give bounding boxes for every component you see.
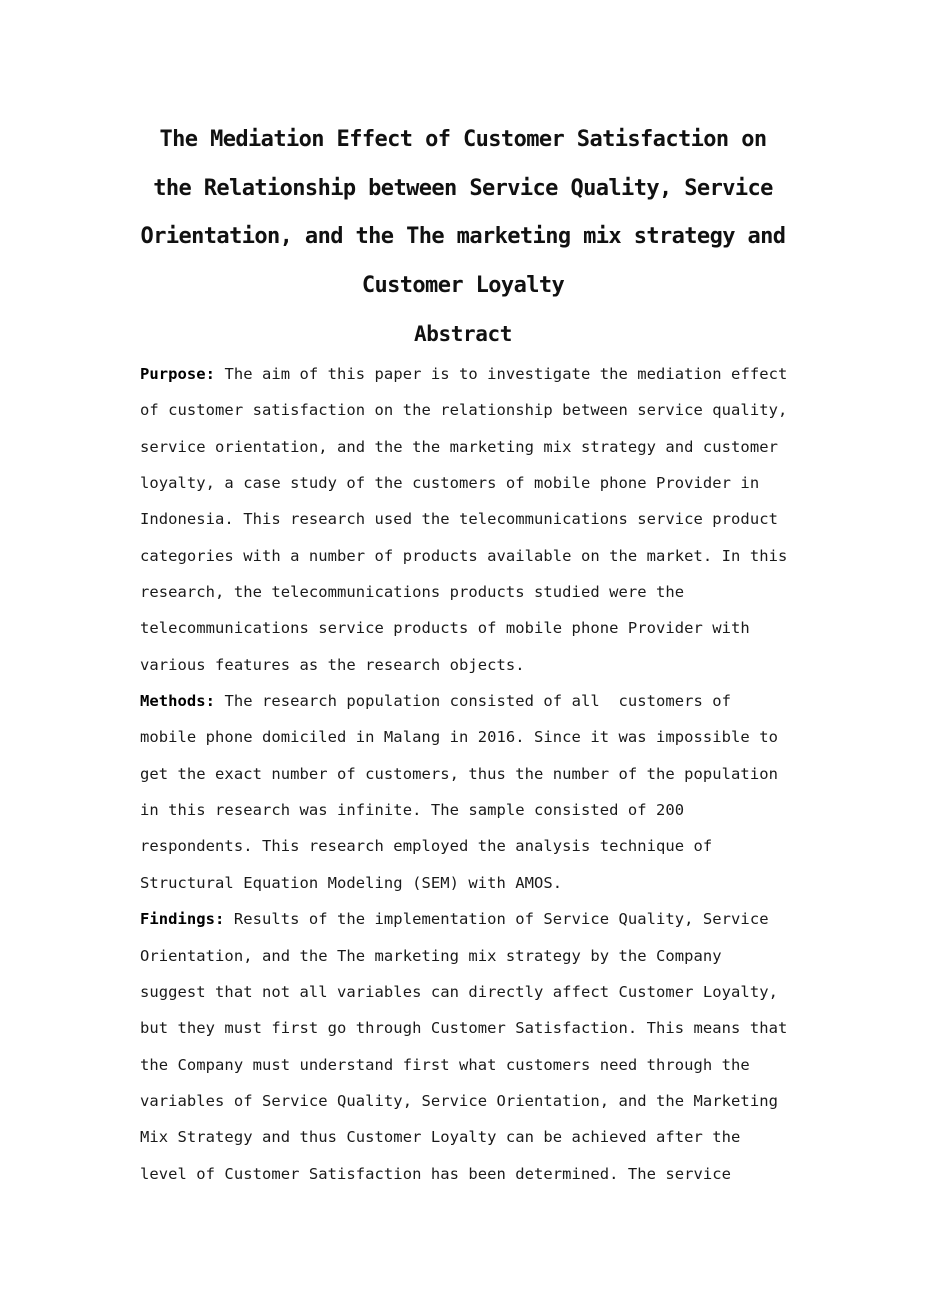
abstract-body	[140, 356, 800, 1192]
title-line-3: Orientation, and the The marketing mix strategy and	[140, 224, 786, 250]
purpose-label: Purpose:	[140, 365, 216, 383]
methods-paragraph-line: get the exact number of customers, thus the number of the population	[140, 764, 778, 783]
findings-paragraph-line: suggest that not all variables can directly affect Customer Loyalty,	[140, 982, 778, 1001]
purpose-paragraph-line: loyalty, a case study of the customers of mobile phone Provider in	[140, 474, 760, 493]
findings-label: Findings:	[140, 910, 225, 929]
purpose-paragraph-line: various features as the research objects.	[140, 655, 525, 674]
findings-paragraph-line: but they must first go through Customer Satisfaction. This means that	[140, 1019, 788, 1038]
findings-paragraph-line: the Company must understand first what customers need through the	[140, 1055, 750, 1074]
purpose-paragraph-line: service orientation, and the the marketing mix strategy and customer	[140, 437, 778, 456]
purpose-paragraph-line	[140, 356, 800, 392]
methods-paragraph-line: in this research was infinite. The sample consisted of 200	[140, 801, 685, 820]
purpose-paragraph-line: research, the telecommunications products studied were the	[140, 583, 685, 602]
paper-title	[100, 116, 826, 359]
findings-text: Results of the implementation of Service Quality, Service	[224, 910, 769, 929]
findings-paragraph-line: level of Customer Satisfaction has been determined. The service	[140, 1164, 732, 1183]
methods-text: The research population consisted of all customers of	[215, 692, 732, 711]
purpose-text: The aim of this paper is to investigate the mediation effect	[215, 365, 788, 383]
methods-paragraph-line: respondents. This research employed the analysis technique of	[140, 837, 713, 856]
methods-paragraph-line: Structural Equation Modeling (SEM) with AMOS.	[140, 873, 563, 892]
purpose-paragraph-line: of customer satisfaction on the relationship between service quality,	[140, 401, 788, 420]
title-line-4: Customer Loyalty	[361, 272, 565, 298]
title-line-1: The Mediation Effect of Customer Satisfaction on	[159, 127, 767, 152]
title-line-2: the Relationship between Service Quality, Service	[153, 175, 773, 201]
methods-paragraph-line: mobile phone domiciled in Malang in 2016. Since it was impossible to	[140, 728, 778, 747]
findings-paragraph-line: variables of Service Quality, Service Orientation, and the Marketing	[140, 1091, 778, 1110]
purpose-paragraph-line: categories with a number of products available on the market. In this	[140, 546, 788, 565]
findings-paragraph-line: Orientation, and the The marketing mix strategy by the Company	[140, 946, 722, 965]
abstract-heading: Abstract	[414, 322, 512, 347]
findings-paragraph-line	[140, 901, 800, 937]
purpose-paragraph-line: telecommunications service products of mobile phone Provider with	[140, 619, 750, 638]
purpose-paragraph-line: Indonesia. This research used the telecommunications service product	[140, 510, 778, 529]
methods-paragraph-line	[140, 683, 800, 719]
findings-paragraph-line: Mix Strategy and thus Customer Loyalty can be achieved after the	[140, 1128, 741, 1147]
methods-label: Methods:	[140, 692, 216, 711]
